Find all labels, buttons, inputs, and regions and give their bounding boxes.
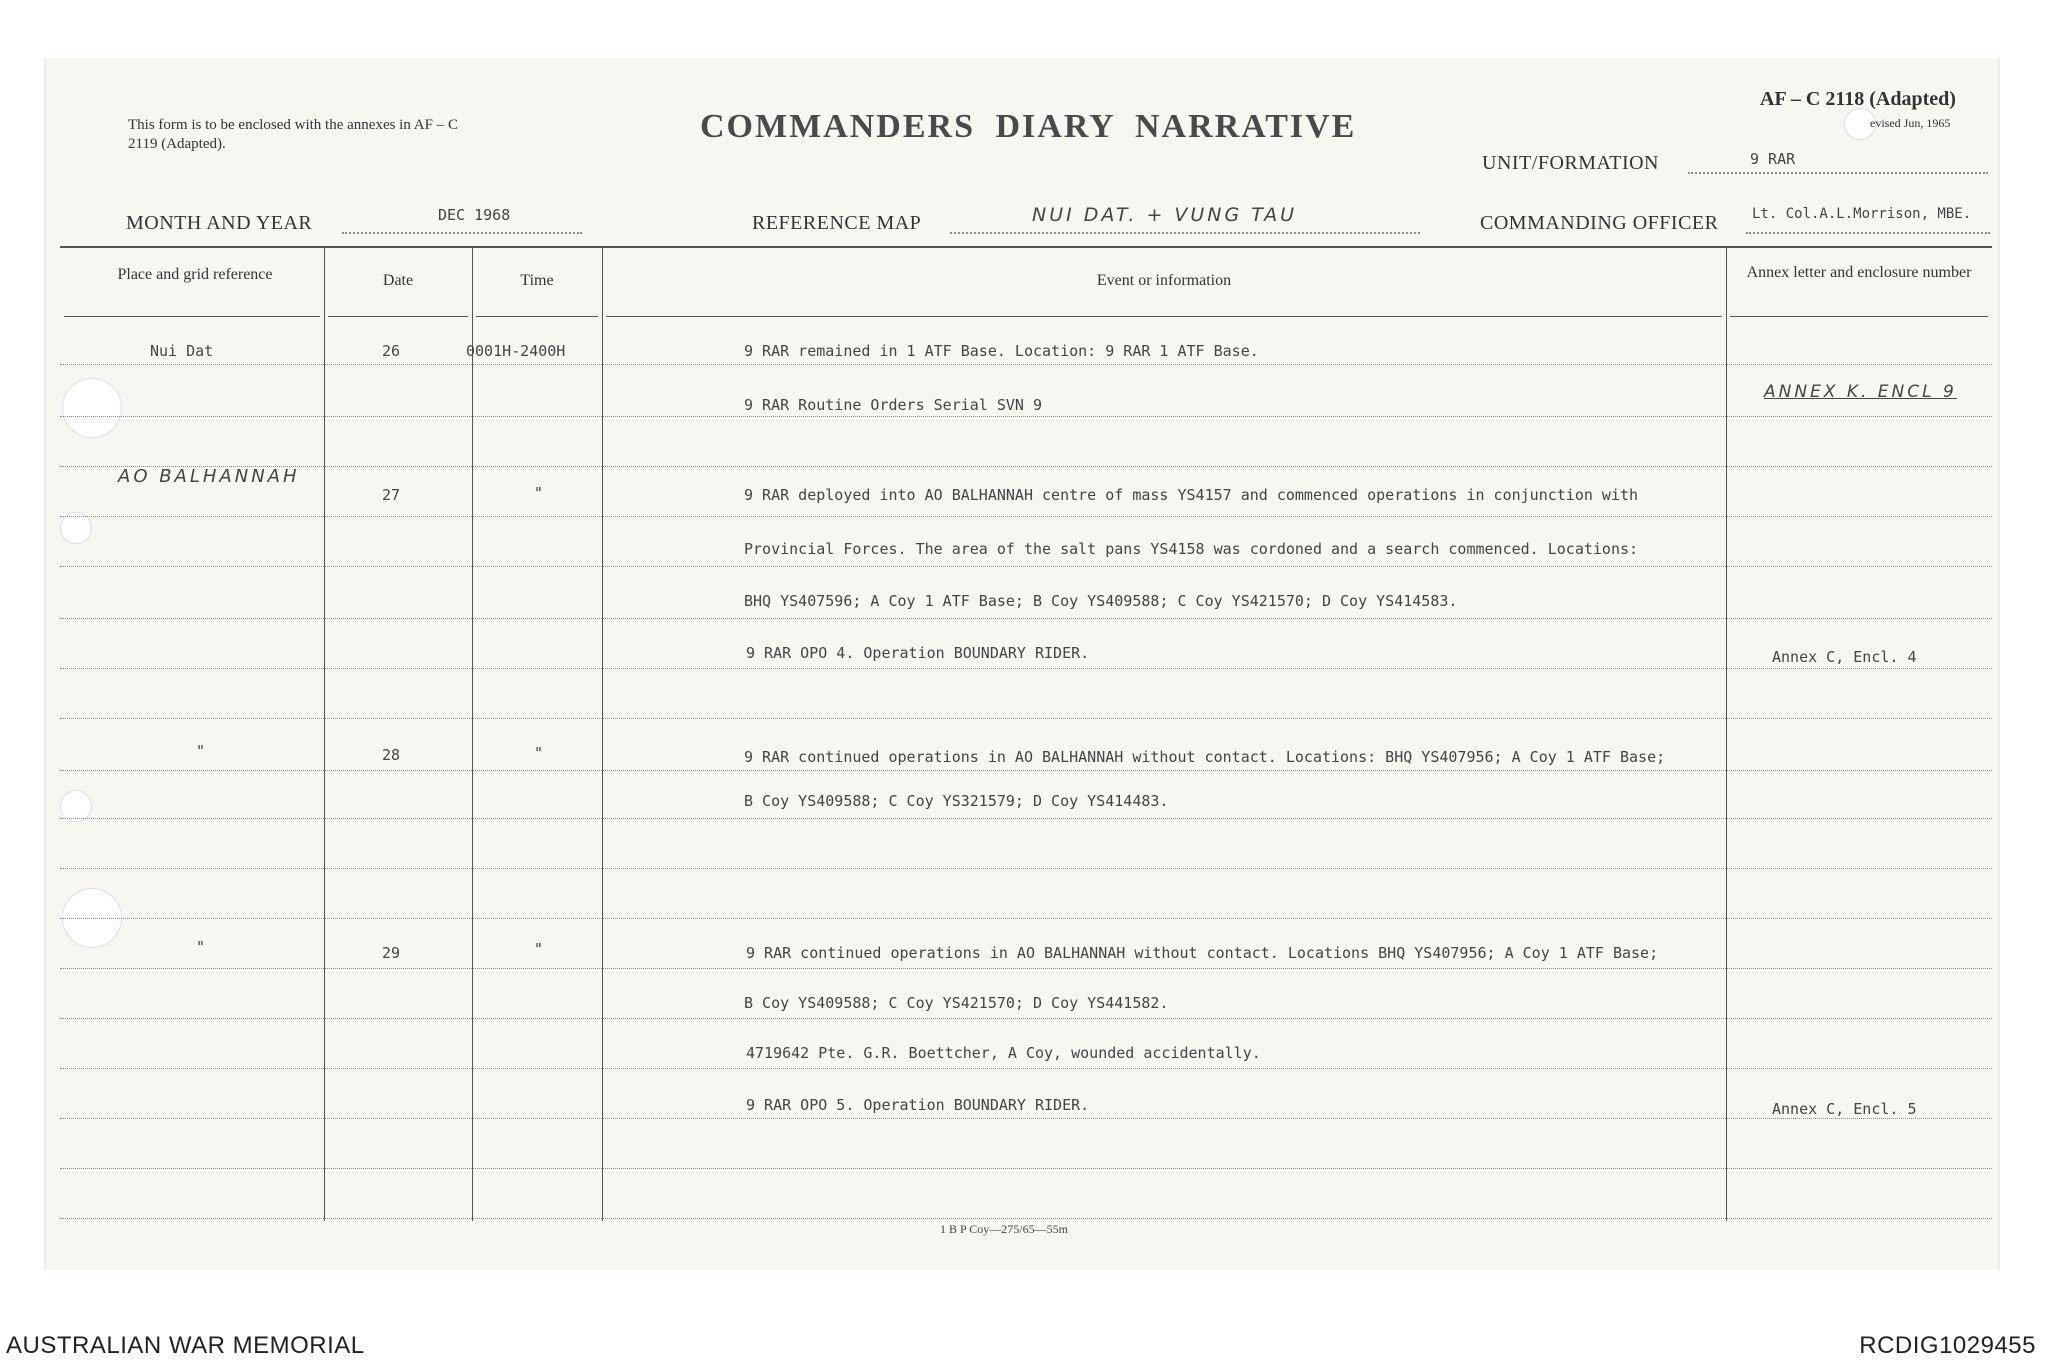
- table-row-event: Provincial Forces. The area of the salt pans YS4158 was cordoned and a search commenced. Locations:: [744, 540, 1639, 558]
- ruled-line: [60, 466, 1992, 467]
- punch-hole: [62, 378, 122, 438]
- table-row-time: ": [534, 744, 544, 762]
- month-year-dotline: [342, 232, 582, 234]
- unit-value: 9 RAR: [1750, 150, 1796, 168]
- ruled-line: [60, 566, 1992, 567]
- table-row-time: ": [534, 484, 544, 502]
- table-row-event: 9 RAR deployed into AO BALHANNAH centre of mass YS4157 and commenced operations in conjunction with: [744, 486, 1639, 504]
- table-row-event: 4719642 Pte. G.R. Boettcher, A Coy, wounded accidentally.: [746, 1044, 1261, 1062]
- unit-dotline: [1688, 172, 1988, 174]
- table-row-date: 29: [382, 944, 401, 962]
- revision-date: evised Jun, 1965: [1870, 116, 1951, 130]
- form-title: COMMANDERS DIARY NARRATIVE: [700, 108, 1357, 145]
- ruled-line: [60, 968, 1992, 969]
- table-row-annex: Annex C, Encl. 5: [1772, 1100, 1917, 1118]
- header-place: Place and grid reference: [117, 266, 273, 283]
- table-row-event: B Coy YS409588; C Coy YS421570; D Coy YS441582.: [744, 994, 1169, 1012]
- header-underline: [606, 316, 1722, 317]
- table-row-event: 9 RAR continued operations in AO BALHANNAH without contact. Locations: BHQ YS407956; A Coy 1 ATF Base;: [744, 748, 1666, 766]
- reference-map-value: NUI DAT. + VUNG TAU: [1032, 204, 1298, 226]
- table-row-place: ": [196, 742, 206, 760]
- ruled-line: [60, 1118, 1992, 1119]
- table-row-event: 9 RAR Routine Orders Serial SVN 9: [744, 396, 1043, 414]
- table-row-place: AO BALHANNAH: [118, 466, 300, 487]
- ruled-line: [60, 1168, 1992, 1169]
- diary-sheet: [44, 58, 2000, 1270]
- table-row-event: 9 RAR continued operations in AO BALHANNAH without contact. Locations BHQ YS407956; A Coy 1 ATF Base;: [746, 944, 1659, 962]
- table-row-annex: Annex C, Encl. 4: [1772, 648, 1917, 666]
- month-year-value: DEC 1968: [438, 206, 511, 224]
- table-row-place: Nui Dat: [150, 342, 214, 360]
- reference-map-dotline: [950, 232, 1420, 234]
- table-row-event: 9 RAR remained in 1 ATF Base. Location: 9 RAR 1 ATF Base.: [744, 342, 1259, 360]
- table-row-event: 9 RAR OPO 4. Operation BOUNDARY RIDER.: [746, 644, 1090, 662]
- header-underline: [64, 316, 320, 317]
- institution-credit: AUSTRALIAN WAR MEMORIAL: [6, 1332, 365, 1359]
- ruled-line: [60, 416, 1992, 417]
- header-event: Event or information: [1096, 272, 1232, 289]
- top-margin: [0, 0, 2048, 60]
- ruled-line: [60, 618, 1992, 619]
- commanding-officer-label: COMMANDING OFFICER: [1480, 212, 1719, 234]
- enclosure-note: This form is to be enclosed with the annexes in AF – C 2119 (Adapted).: [128, 117, 458, 152]
- table-row-event: B Coy YS409588; C Coy YS321579; D Coy YS414483.: [744, 792, 1169, 810]
- column-divider: [324, 246, 325, 1221]
- ruled-line: [60, 364, 1992, 365]
- ruled-line: [60, 668, 1992, 669]
- ruled-line: [60, 918, 1992, 919]
- print-code: 1 B P Coy—275/65—55m: [940, 1222, 1068, 1236]
- unit-label: UNIT/FORMATION: [1482, 152, 1659, 174]
- table-row-event: 9 RAR OPO 5. Operation BOUNDARY RIDER.: [746, 1096, 1090, 1114]
- ruled-line: [60, 516, 1992, 517]
- header-annex: Annex letter and enclosure number: [1746, 264, 1972, 281]
- table-row-time: 0001H-2400H: [466, 342, 566, 360]
- table-row-date: 27: [382, 486, 401, 504]
- table-row-annex: ANNEX K. ENCL 9: [1764, 382, 1957, 402]
- ruled-line: [60, 1068, 1992, 1069]
- commanding-officer-dotline: [1746, 232, 1990, 234]
- ruled-line: [60, 770, 1992, 771]
- ruled-line: [60, 1218, 1992, 1219]
- commanding-officer-value: Lt. Col.A.L.Morrison, MBE.: [1752, 206, 1972, 222]
- column-divider: [602, 246, 603, 1221]
- header-underline: [328, 316, 468, 317]
- ruled-line: [60, 718, 1992, 719]
- header-time: Time: [520, 272, 554, 289]
- table-top-rule: [60, 246, 1992, 248]
- column-divider: [472, 246, 473, 1221]
- month-year-label: MONTH AND YEAR: [126, 212, 313, 234]
- ruled-line: [60, 868, 1992, 869]
- column-divider: [1726, 246, 1727, 1221]
- ruled-line: [60, 818, 1992, 819]
- table-row-place: ": [196, 938, 206, 956]
- reference-map-label: REFERENCE MAP: [752, 212, 922, 234]
- table-row-event: BHQ YS407596; A Coy 1 ATF Base; B Coy YS409588; C Coy YS421570; D Coy YS414583.: [744, 592, 1458, 610]
- form-number: AF – C 2118 (Adapted): [1760, 88, 1956, 110]
- record-id: RCDIG1029455: [1859, 1332, 2036, 1359]
- table-row-date: 26: [382, 342, 401, 360]
- table-row-date: 28: [382, 746, 401, 764]
- table-row-time: ": [534, 940, 544, 958]
- header-underline: [1730, 316, 1988, 317]
- header-date: Date: [382, 272, 414, 289]
- ruled-line: [60, 1018, 1992, 1019]
- header-underline: [476, 316, 598, 317]
